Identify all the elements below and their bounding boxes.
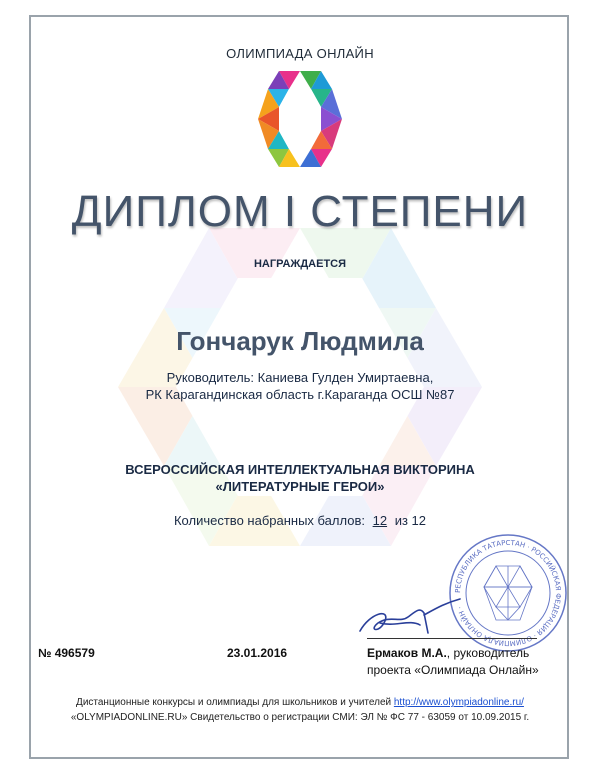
footer-registration: «OLYMPIADONLINE.RU» Свидетельство о регистрации СМИ: ЭЛ № ФС 77 - 63059 от 10.09.2015 г.	[70, 712, 530, 723]
footer-line1	[0, 697, 600, 708]
seal-ring-text: РЕСПУБЛИКА ТАТАРСТАН · РОССИЙСКАЯ ФЕДЕРАЦИЯ · ОЛИМПИАДА ОНЛАЙН ·	[453, 538, 563, 648]
school-line: РК Карагандинская область г.Караганда ОСШ №87	[145, 387, 455, 402]
event-name-line2: «ЛИТЕРАТУРНЫЕ ГЕРОИ»	[215, 479, 385, 494]
website-link[interactable]: http://www.olympiadonline.ru/	[393, 697, 524, 708]
olympiad-logo	[258, 71, 342, 167]
handwritten-signature	[350, 593, 470, 643]
score-value: 12	[372, 513, 388, 528]
issue-date: 23.01.2016	[227, 646, 288, 660]
footer-description: Дистанционные конкурсы и олимпиады для школьников и учителей	[76, 697, 392, 708]
signature-line	[367, 638, 537, 639]
diploma-title: ДИПЛОМ I СТЕПЕНИ	[71, 187, 529, 236]
signer-role: проекта «Олимпиада Онлайн»	[367, 663, 539, 677]
event-name-line1: ВСЕРОССИЙСКАЯ ИНТЕЛЛЕКТУАЛЬНАЯ ВИКТОРИНА	[125, 462, 475, 477]
signer	[367, 646, 529, 660]
score-line	[0, 513, 600, 528]
leader-line: Руководитель: Каниева Гулден Умиртаевна,	[166, 370, 434, 385]
signer-name: Ермаков М.А.	[367, 646, 447, 660]
score-prefix: Количество набранных баллов:	[173, 513, 365, 528]
score-suffix: из 12	[394, 513, 426, 528]
recipient-name: Гончарук Людмила	[176, 326, 424, 356]
diploma-number: № 496579	[38, 646, 95, 660]
organization-name: ОЛИМПИАДА ОНЛАЙН	[226, 46, 374, 61]
awarded-label: НАГРАЖДАЕТСЯ	[253, 258, 347, 270]
signer-name-suffix: , руководитель	[446, 646, 530, 660]
